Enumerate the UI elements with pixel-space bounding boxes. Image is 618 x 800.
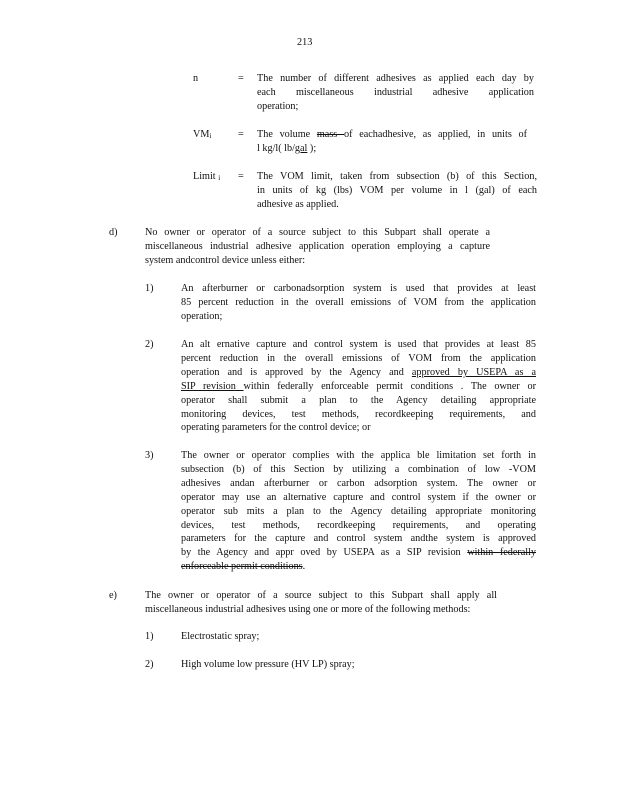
symbol-subscript: i (218, 174, 221, 182)
text-line (181, 658, 355, 671)
equals-sign: = (238, 129, 244, 140)
item-label: 3) (145, 450, 154, 461)
text-line (145, 226, 490, 239)
text-line (181, 491, 536, 504)
text-segment: percent reduction in the overall emissions of VOM from the application (181, 352, 536, 364)
text-line (181, 338, 536, 351)
text-line (181, 546, 536, 559)
text-line (181, 366, 536, 379)
text-line (257, 128, 527, 141)
text-segment: system andcontrol device unless either: (145, 254, 306, 266)
item-label: 1) (145, 283, 154, 294)
page-number: 213 (297, 37, 313, 48)
deleted-text: within federally (467, 547, 537, 559)
definition-symbol: n (193, 73, 199, 84)
text-segment: The owner or operator complies with the applica ble limitation set forth in (181, 450, 536, 461)
text-segment: devices, test methods, recordkeeping requirements, and operating (181, 519, 536, 531)
text-segment: operator sub mits a plan to the Agency detailing appropriate monitoring (181, 505, 536, 517)
inserted-text: approved by USEPA as a (411, 366, 537, 378)
section-label: d) (109, 227, 118, 238)
text-line (181, 380, 536, 393)
text-segment: by the Agency and appr oved by USEPA as a SIP revision (181, 547, 468, 559)
deleted-text: mass (316, 129, 344, 140)
item-label: 2) (145, 339, 154, 350)
text-segment: operator shall submit a plan to the Agency detailing appropriate (181, 394, 536, 406)
text-line (145, 254, 305, 267)
equals-sign: = (238, 171, 244, 182)
inserted-text: SIP revision (181, 380, 244, 392)
text-segment: ); (307, 142, 317, 154)
text-line (181, 296, 536, 309)
text-line (181, 352, 536, 365)
text-segment: An afterburner or carbonadsorption system is used that provides at least (181, 283, 536, 294)
text-line (257, 100, 298, 113)
text-segment: The number of different adhesives as applied each day by (257, 73, 534, 84)
text-segment: miscellaneous industrial adhesive application operation employing a capture (145, 240, 490, 252)
text-line (257, 184, 537, 197)
text-line (181, 463, 536, 476)
text-line (145, 603, 470, 616)
text-line (257, 170, 537, 183)
text-segment: The VOM limit, taken from subsection (b) of this Section, (257, 171, 537, 182)
text-segment: miscellaneous industrial adhesives using one or more of the following methods: (145, 603, 471, 615)
symbol-main: Limit (193, 171, 216, 182)
text-line (257, 72, 534, 85)
text-segment: parameters for the capture and control system andthe system is approved (181, 533, 536, 545)
text-line (181, 532, 536, 545)
text-line (257, 198, 339, 211)
text-segment: operator may use an alternative capture and control system if the owner or (181, 491, 536, 503)
text-segment: operation; (257, 100, 299, 112)
text-line (181, 310, 222, 323)
text-line (257, 86, 534, 99)
text-segment: subsection (b) of this Section by utilizing a combination of low -VOM (181, 463, 536, 475)
text-line (181, 408, 536, 421)
text-line (145, 589, 497, 602)
text-segment: within federally enforceable permit conditions . The owner or (243, 380, 536, 392)
text-segment: adhesives andan afterburner or carbon adsorption system. The owner or (181, 477, 536, 489)
definition-symbol (193, 128, 211, 143)
text-segment: of eachadhesive, as applied, in units of (344, 129, 528, 140)
item-label: 1) (145, 631, 154, 642)
text-line (181, 560, 305, 573)
equals-sign: = (238, 73, 244, 84)
text-line (181, 505, 536, 518)
symbol-subscript: i (209, 132, 212, 140)
text-segment: . (302, 561, 306, 573)
text-segment: in units of kg (lbs) VOM per volume in l (gal) of each (257, 184, 537, 196)
text-line (181, 449, 536, 462)
text-line (257, 142, 316, 155)
section-label: e) (109, 590, 117, 601)
text-segment: High volume low pressure (HV LP) spray; (181, 659, 355, 670)
text-line (181, 630, 259, 643)
text-line (181, 421, 371, 434)
text-segment: operating parameters for the control device; or (181, 422, 371, 434)
text-line (181, 477, 536, 490)
inserted-text: gal (294, 142, 308, 154)
text-segment: each miscellaneous industrial adhesive application (257, 86, 534, 98)
text-segment: The owner or operator of a source subject to this Subpart shall apply all (145, 590, 497, 601)
text-segment: No owner or operator of a source subject to this Subpart shall operate a (145, 227, 490, 238)
text-line (181, 519, 536, 532)
text-segment: monitoring devices, test methods, recordkeeping requirements, and (181, 408, 536, 420)
text-segment: An alt ernative capture and control system is used that provides at least 85 (181, 339, 536, 350)
text-line (181, 282, 536, 295)
text-segment: l kg/l( lb/ (257, 142, 295, 154)
deleted-text: enforceable permit conditions (181, 561, 303, 573)
text-segment: adhesive as applied. (257, 198, 339, 210)
text-segment: 85 percent reduction in the overall emissions of VOM from the application (181, 296, 536, 308)
item-label: 2) (145, 659, 154, 670)
definition-symbol (193, 170, 220, 185)
text-segment: The volume (257, 129, 317, 140)
text-segment: operation; (181, 310, 223, 322)
text-line (145, 240, 490, 253)
text-line (181, 394, 536, 407)
text-segment: operation and is approved by the Agency and (181, 366, 412, 378)
text-segment: Electrostatic spray; (181, 631, 260, 642)
symbol-main: VM (193, 129, 210, 140)
